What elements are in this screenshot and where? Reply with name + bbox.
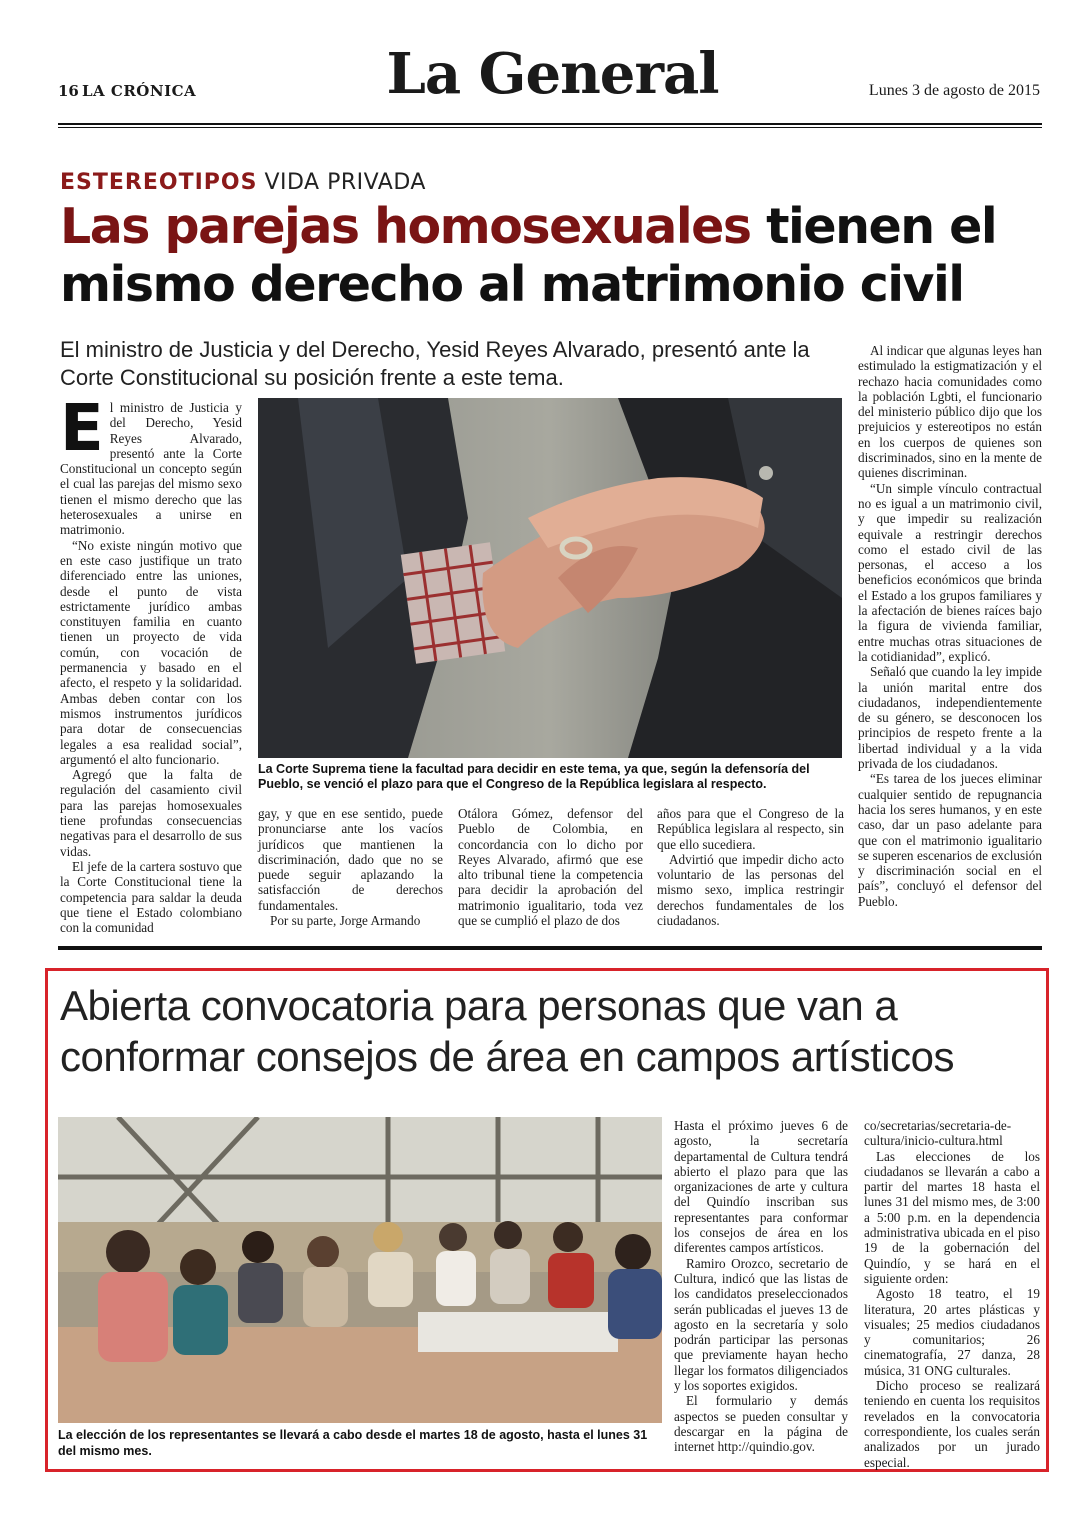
paragraph: El jefe de la cartera sostuvo que la Corte Constitucional tiene la competencia para saldar la deuda que tiene el Estado colombiano con la comunidad <box>60 858 242 936</box>
paragraph: co/secretarias/secretaria-de-cultura/inicio-cultura.html <box>864 1118 1012 1149</box>
headline-rest: tienen el mismo derecho al matrimonio civil <box>60 198 997 313</box>
section-divider <box>58 946 1042 950</box>
article-column-4 <box>657 806 844 928</box>
meeting-photo <box>58 1117 662 1423</box>
main-headline <box>60 198 1050 314</box>
paragraph: Hasta el próximo jueves 6 de agosto, la secretaría departamental de Cultura tendrá abierto el plazo para que las organizaciones de arte y cultura del Quindío inscriban sus representantes para conformar los consejos de área en los diferentes campos artísticos. <box>674 1118 848 1256</box>
kicker-sub: VIDA PRIVADA <box>264 170 426 195</box>
paragraph: años para que el Congreso de la República legislara al respecto, sin que ello sucediera. <box>657 806 844 852</box>
paragraph: Las elecciones de los ciudadanos se llevarán a cabo a partir del martes 18 hasta el lunes 31 del mismo mes, de 3:00 a 5:00 p.m. en la dependencia administrativa ubicada en el piso 19 de la gobernación del Quindío, y se hará en el siguiente orden: <box>864 1148 1040 1286</box>
paragraph: gay, y que en ese sentido, puede pronunciarse ante los vacíos jurídicos que mantienen la discriminación, dado que no se puede seguir aplazando la satisfacción de derechos fundamentales. <box>258 806 443 913</box>
story-dek: El ministro de Justicia y del Derecho, Yesid Reyes Alvarado, presentó ante la Corte Constitucional su posición frente a este tema. <box>60 337 810 390</box>
paragraph: Señaló que cuando la ley impide la unión marital entre dos ciudadanos, independientemente de su género, se desconocen los principios de respeto frente a la libertad individual y a la vida privada de los ciudadanos. <box>858 664 1042 772</box>
photo-caption: La Corte Suprema tiene la facultad para decidir en este tema, ya que, según la defensoría del Pueblo, se venció el plazo para que el Congreso de la República legislara al respecto. <box>258 762 810 791</box>
meeting-room-illustration <box>58 1117 662 1423</box>
paragraph: “Es tarea de los jueces eliminar cualquier sentido de repugnancia hacia los seres humanos, y en este caso, dar un paso adelante para que con el matrimonio igualitario se superen escenarios de exclusión y discriminación social en el país”, concluyó el defensor del Pueblo. <box>858 771 1042 909</box>
article-column-1 <box>60 392 242 936</box>
headline-highlight: Las parejas homosexuales <box>60 198 751 255</box>
article2-column-2 <box>864 1118 1040 1470</box>
article-column-5 <box>858 343 1042 909</box>
paragraph: Al indicar que algunas leyes han estimulado la estigmatización y el rechazo hacia comunidades como la población Lgbti, el funcionario del ministerio público dijo que los prejuicios y estereotipos no están en los cuerpos de quienes son discriminados, sino en la mente de quienes discriminan. <box>858 343 1042 481</box>
paragraph: l ministro de Justicia y del Derecho, Yesid Reyes Alvarado, presentó ante la Corte Constitucional un concepto según el cual las parejas del mismo sexo tienen el mismo derecho que las heterosexuales a unirse en matrimonio. <box>60 400 242 538</box>
meeting-photo-caption: La elección de los representantes se llevará a cabo desde el martes 18 de agosto, hasta el lunes 31 del mismo mes. <box>58 1428 648 1458</box>
paragraph: “Un simple vínculo contractual no es igual a un matrimonio civil, y que impedir su realización equivale a restringir derechos como el estado civil de las personas, el acceso a los beneficios económicos que brinda el Estado a los grupos familiares y la afectación de bienes raíces bajo la figura de vivienda familiar, entre muchas otras situaciones de la cotidianidad”, explicó. <box>858 480 1042 664</box>
kicker <box>60 170 426 195</box>
issue-date: Lunes 3 de agosto de 2015 <box>868 82 1040 99</box>
paragraph: Otálora Gómez, defensor del Pueblo de Colombia, en concordancia con lo dicho por Reyes Alvarado, afirmó que ese alto tribunal tiene la competencia para decidir la aprobación del matrimonio igualitario, toda vez que se cumplió el plazo de dos <box>458 806 643 929</box>
wedding-ring-photo <box>258 398 842 758</box>
masthead-rule-thin <box>58 127 1042 128</box>
paragraph: Agosto 18 teatro, el 19 literatura, 20 artes plásticas y visuales; 25 medios ciudadanos y comunitarios; 26 cinematografía, 27 danza, 28 música, 31 ONG culturales. <box>864 1286 1040 1378</box>
masthead-rule <box>58 123 1042 125</box>
wedding-ring-illustration <box>258 398 842 758</box>
section-title: La General <box>386 41 719 107</box>
paragraph: Dicho proceso se realizará teniendo en cuenta los requisitos revelados en la convocatoria correspondiente, los cuales serán analizados por un jurado especial. <box>864 1378 1040 1470</box>
paragraph: Agregó que la falta de regulación del casamiento civil para las parejas homosexuales tiene profundas consecuencias negativas para el desarrollo de sus vidas. <box>60 767 242 859</box>
paragraph: Ramiro Orozco, secretario de Cultura, indicó que las listas de los candidatos preseleccionados serán publicadas el jueves 13 de agosto en la secretaría y solo podrán participar las personas que previamente hayan hecho llegar los formatos diligenciados y los soportes exigidos. <box>674 1255 848 1394</box>
kicker-main: ESTEREOTIPOS <box>60 170 258 195</box>
page-number: 16 <box>58 82 79 100</box>
article-column-2 <box>258 806 443 928</box>
article2-column-1 <box>674 1118 848 1455</box>
article-column-3 <box>458 806 643 928</box>
paragraph: El formulario y demás aspectos se pueden consultar y descargar en la página de internet http://quindio.gov. <box>674 1393 848 1455</box>
drop-cap: E <box>60 392 104 466</box>
paragraph: Por su parte, Jorge Armando <box>270 913 421 929</box>
paragraph: “No existe ningún motivo que en este caso justifique un trato diferenciado entre las uniones, desde el punto de vista estrictamente jurídico ambas constituyen familia en cuanto tienen un proyecto de vida común, con vocación de permanencia y basado en el afecto, el respeto y la solidaridad. Ambas deben contar con los mismos instrumentos jurídicos para dotar de consecuencias legales a esa realidad social”, argumentó el alto funcionario. <box>60 537 242 767</box>
newspaper-name: LA CRÓNICA <box>82 82 197 100</box>
paragraph: Advirtió que impedir dicho acto voluntario de las personas del mismo sexo, implica restringir derechos fundamentales de los ciudadanos. <box>657 851 844 929</box>
second-headline: Abierta convocatoria para personas que van a conformar consejos de área en campos artísticos <box>60 982 954 1080</box>
